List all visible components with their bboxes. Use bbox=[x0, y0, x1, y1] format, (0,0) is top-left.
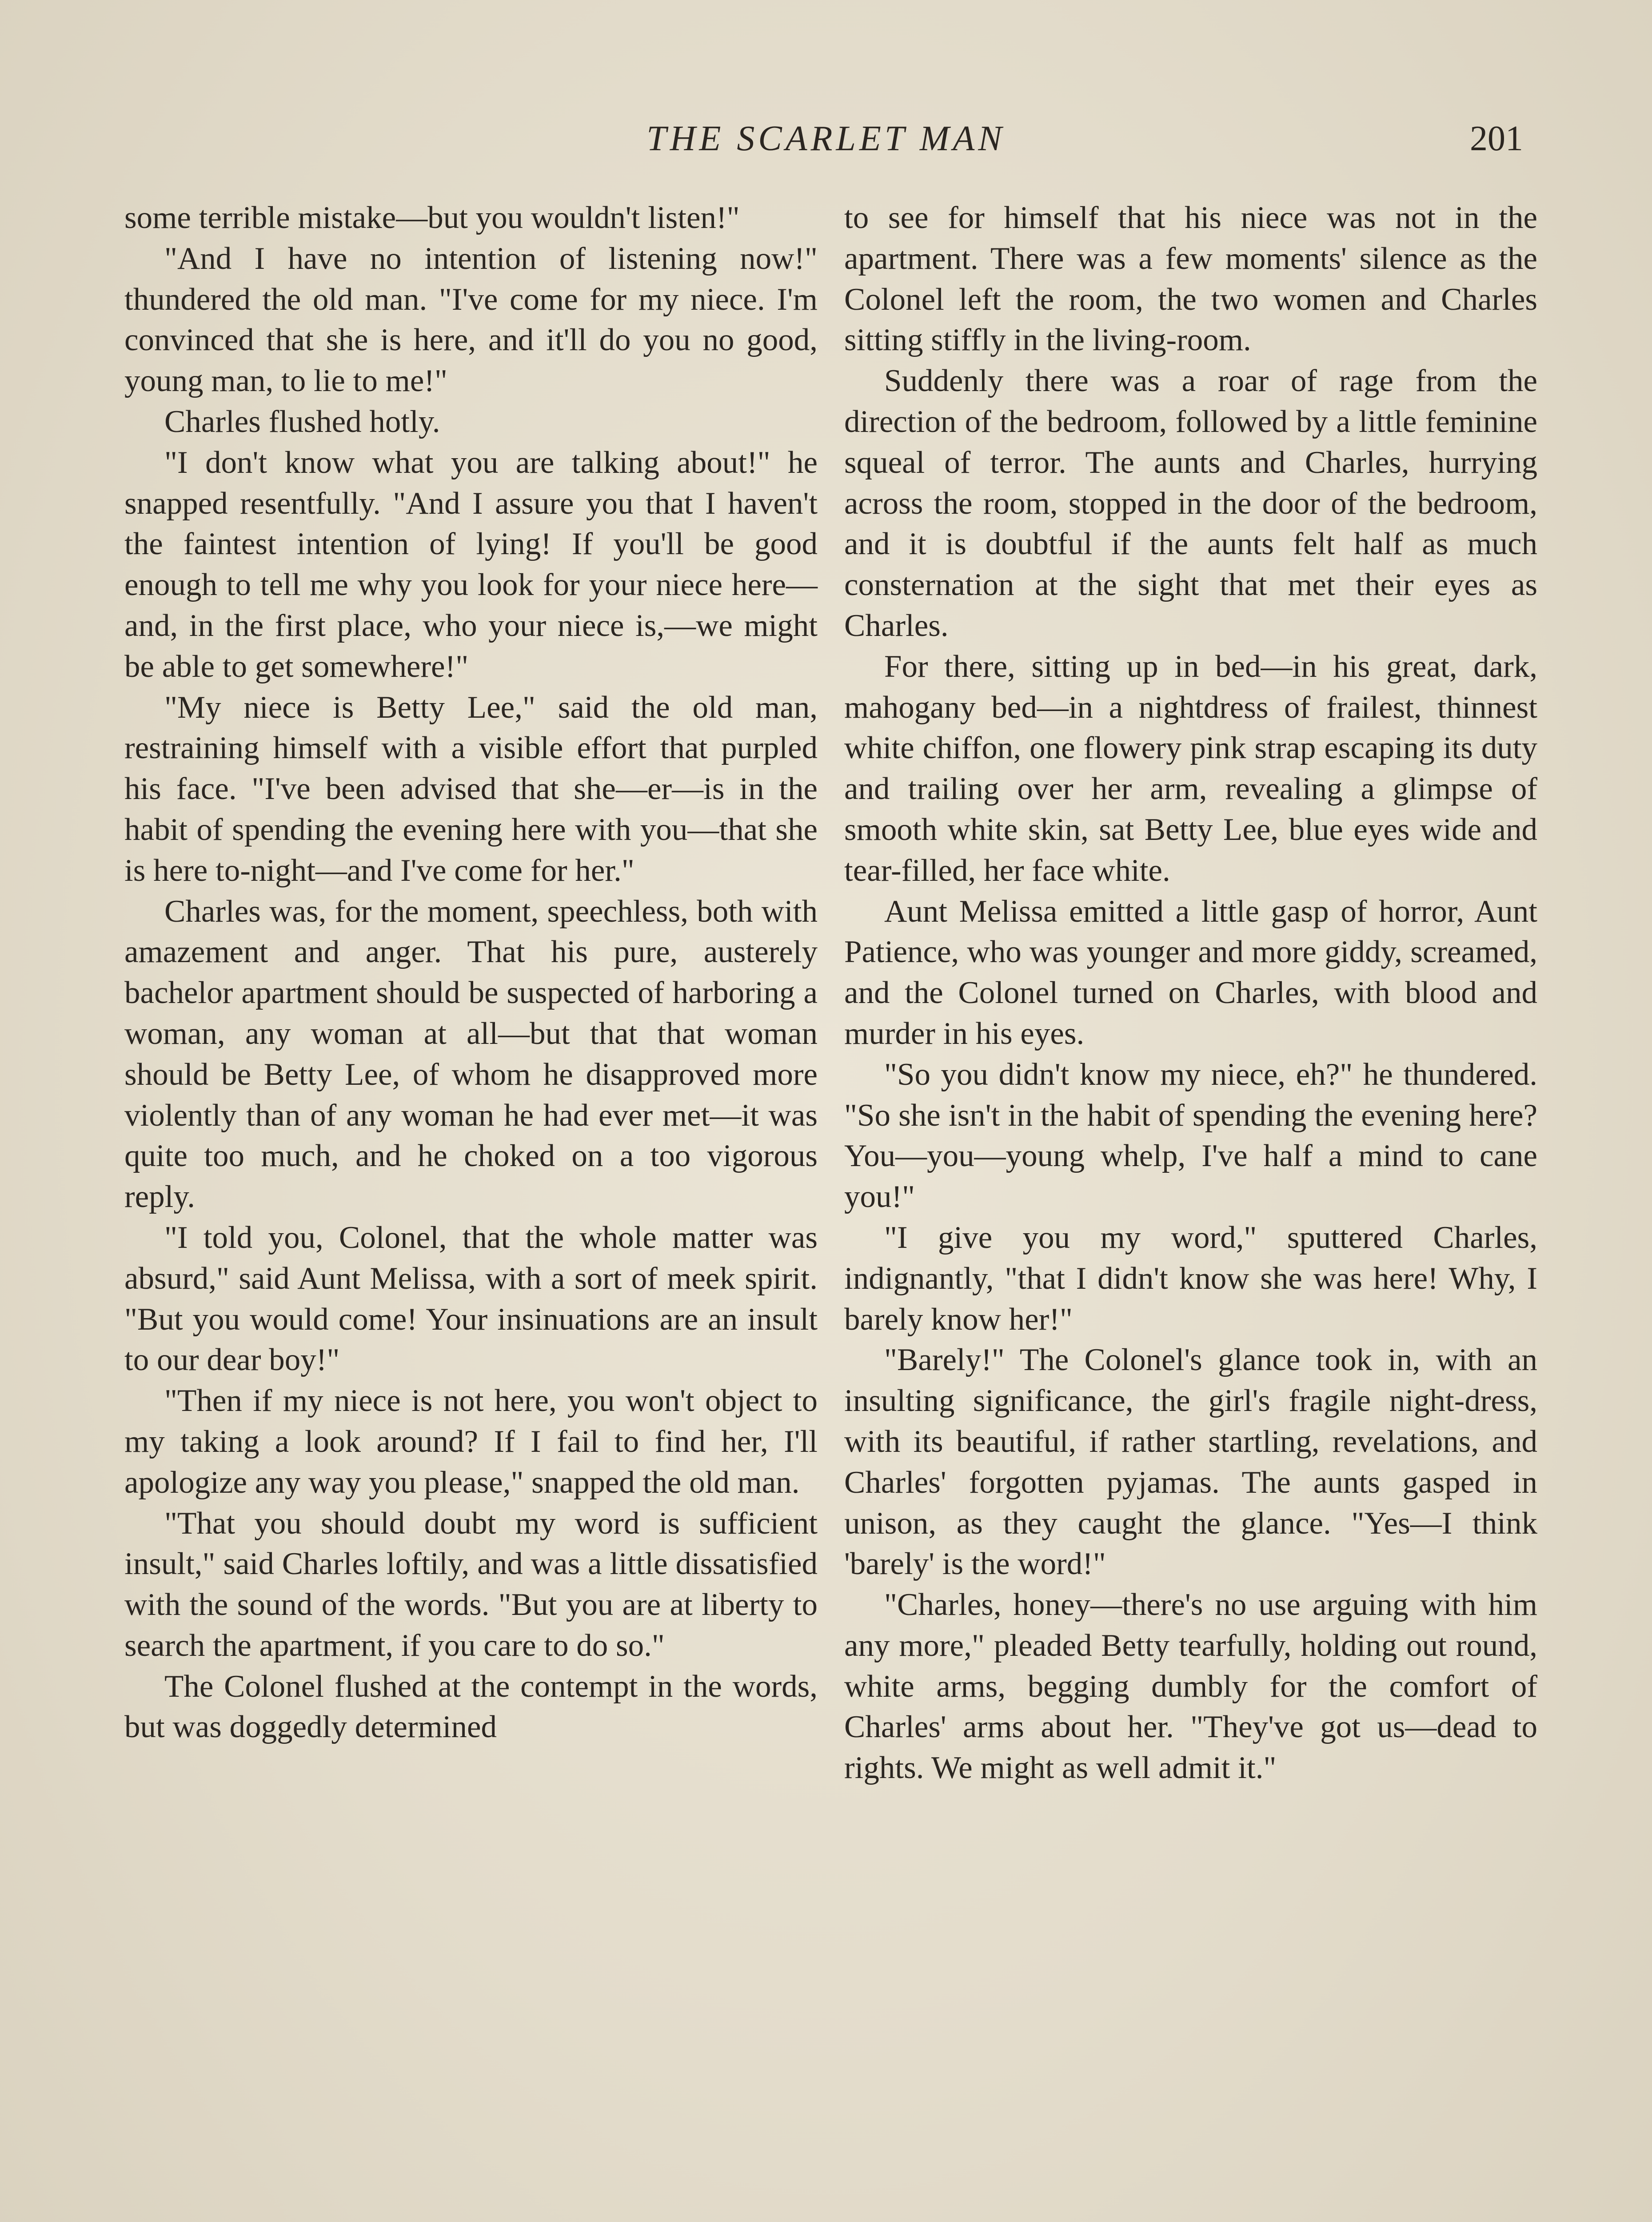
paragraph: For there, sitting up in bed—in his great, dark, mahogany bed—in a nightdress of frailest, thinnest white chiffon, one flowery pink strap escaping its duty and trailing over her arm, revealing a glimpse of smooth white skin, sat Betty Lee, blue eyes wide and tear-filled, her face white. bbox=[844, 649, 1537, 888]
paragraph: Suddenly there was a roar of rage from the direction of the bedroom, followed by a little feminine squeal of terror. The aunts and Charles, hurrying across the room, stopped in the door of the bedroom, and it is doubtful if the aunts felt half as much consternation at the sight that met their eyes as Charles. bbox=[844, 364, 1537, 643]
paragraph: some terrible mistake—but you wouldn't listen!" bbox=[124, 200, 740, 235]
right-column bbox=[844, 198, 1537, 1789]
paragraph: "My niece is Betty Lee," said the old man, restraining himself with a visible effort that purpled his face. "I've been advised that she—er—is in the habit of spending the evening here with you—that she is here to-night—and I've come for her." bbox=[124, 690, 818, 888]
paragraph: "And I have no intention of listening now!" thundered the old man. "I've come for my niece. I'm convinced that she is here, and it'll do you no good, young man, to lie to me!" bbox=[124, 241, 818, 399]
left-column bbox=[124, 198, 818, 1748]
paragraph: "That you should doubt my word is sufficient insult," said Charles loftily, and was a little dissatisfied with the sound of the words. "But you are at liberty to search the apartment, if you care to do so." bbox=[124, 1506, 818, 1663]
paragraph: Charles was, for the moment, speechless, both with amazement and anger. That his pure, austerely bachelor apartment should be suspected of harboring a woman, any woman at all—but that that woman should be Betty Lee, of whom he disapproved more violently than of any woman he had ever met—it was quite too much, and he choked on a too vigorous reply. bbox=[124, 894, 818, 1215]
paragraph: to see for himself that his niece was not in the apartment. There was a few moments' silence as the Colonel left the room, the two women and Charles sitting stiffly in the living-room. bbox=[844, 200, 1537, 358]
paragraph: Charles flushed hotly. bbox=[164, 404, 440, 439]
paragraph: "I give you my word," sputtered Charles, indignantly, "that I didn't know she was here! Why, I barely know her!" bbox=[844, 1220, 1537, 1337]
running-title: THE SCARLET MAN bbox=[646, 119, 1006, 158]
page-number: 201 bbox=[1470, 119, 1523, 158]
paragraph: "Barely!" The Colonel's glance took in, with an insulting significance, the girl's fragile night-dress, with its beautiful, if rather startling, revelations, and Charles' forgotten pyjamas. The aunts gasped in unison, as they caught the glance. "Yes—I think 'barely' is the word!" bbox=[844, 1343, 1537, 1582]
paragraph: The Colonel flushed at the contempt in the words, but was doggedly determined bbox=[124, 1669, 818, 1745]
paragraph: "Then if my niece is not here, you won't object to my taking a look around? If I fail to find her, I'll apologize any way you please," snapped the old man. bbox=[124, 1383, 818, 1500]
paragraph: Aunt Melissa emitted a little gasp of horror, Aunt Patience, who was younger and more giddy, screamed, and the Colonel turned on Charles, with blood and murder in his eyes. bbox=[844, 894, 1537, 1051]
paragraph: "I told you, Colonel, that the whole matter was absurd," said Aunt Melissa, with a sort of meek spirit. "But you would come! Your insinuations are an insult to our dear boy!" bbox=[124, 1220, 818, 1378]
paragraph: "I don't know what you are talking about!" he snapped resentfully. "And I assure you that I haven't the faintest intention of lying! If you'll be good enough to tell me why you look for your niece here—and, in the first place, who your niece is,—we might be able to get somewhere!" bbox=[124, 445, 818, 684]
paragraph: "Charles, honey—there's no use arguing with him any more," pleaded Betty tearfully, holding out round, white arms, begging dumbly for the comfort of Charles' arms about her. "They've got us—dead to rights. We might as well admit it." bbox=[844, 1587, 1537, 1786]
paragraph: "So you didn't know my niece, eh?" he thundered. "So she isn't in the habit of spending the evening here? You—you—young whelp, I've half a mind to cane you!" bbox=[844, 1057, 1537, 1215]
